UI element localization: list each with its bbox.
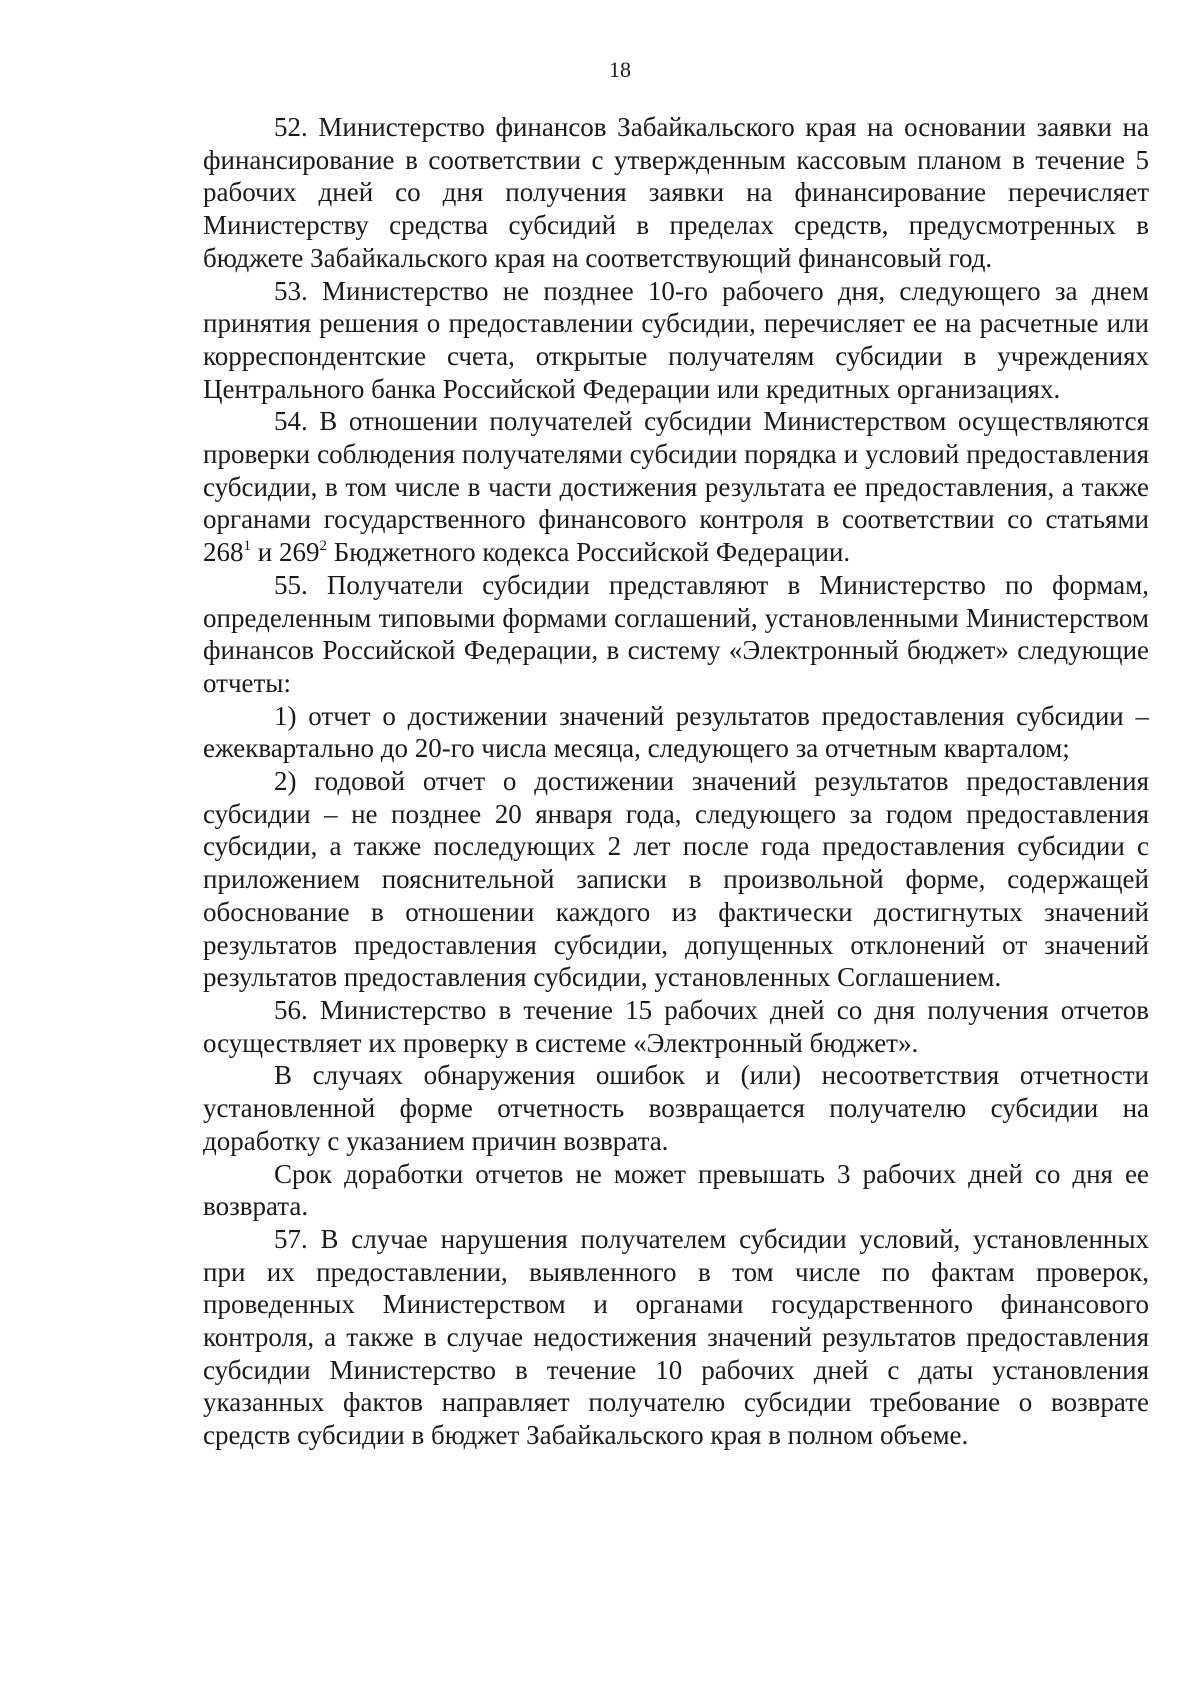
paragraph-56-deadline: Срок доработки отчетов не может превышать 3 рабочих дней со дня ее возврата.	[203, 1158, 1149, 1222]
page-number: 18	[609, 57, 631, 82]
paragraph-54-text-middle: и 269	[251, 537, 320, 568]
paragraph-52: 52. Министерство финансов Забайкальского края на основании заявки на финансирование в соответствии с утвержденным кассовым планом в течение 5 рабочих дней со дня получения заявки на финансирование перечисляет Министерству средства субсидий в пределах средств, предусмотренных в бюджете Забайкальского края на соответствующий финансовый год.	[203, 112, 1149, 273]
paragraph-54-text-start: 54. В отношении получателей субсидии Министерством осуществляются проверки соблюдения получателями субсидии порядка и условий предоставления субсидии, в том числе в части достижения результата ее предоставления, а также органами государственного финансового контроля в соответствии со статьями 268	[203, 406, 1149, 568]
document-body	[203, 111, 1149, 1452]
paragraph-54-text-end: Бюджетного кодекса Российской Федерации.	[326, 537, 851, 568]
paragraph-53: 53. Министерство не позднее 10-го рабочего дня, следующего за днем принятия решения о предоставлении субсидии, перечисляет ее на расчетные или корреспондентские счета, открытые получателям субсидии в учреждениях Центрального банка Российской Федерации или кредитных организациях.	[203, 275, 1149, 404]
superscript-article-268: 1	[243, 538, 251, 555]
superscript-article-269: 2	[319, 538, 327, 555]
paragraph-55-item-1: 1) отчет о достижении значений результатов предоставления субсидии – ежеквартально до 20-го числа месяца, следующего за отчетным кварталом;	[203, 700, 1149, 764]
paragraph-57: 57. В случае нарушения получателем субсидии условий, установленных при их предоставлении, выявленного в том числе по фактам проверок, проведенных Министерством и органами государственного финансового контроля, а также в случае недостижения значений результатов предоставления субсидии Министерство в течение 10 рабочих дней с даты установления указанных фактов направляет получателю субсидии требование о возврате средств субсидии в бюджет Забайкальского края в полном объеме.	[203, 1223, 1149, 1451]
paragraph-55: 55. Получатели субсидии представляют в Министерство по формам, определенным типовыми формами соглашений, установленными Министерством финансов Российской Федерации, в систему «Электронный бюджет» следующие отчеты:	[203, 569, 1149, 698]
paragraph-55-item-2: 2) годовой отчет о достижении значений результатов предоставления субсидии – не позднее 20 января года, следующего за годом предоставления субсидии, а также последующих 2 лет после года предоставления субсидии с приложением пояснительной записки в произвольной форме, содержащей обоснование в отношении каждого из фактически достигнутых значений результатов предоставления субсидии, допущенных отклонений от значений результатов предоставления субсидии, установленных Соглашением.	[203, 766, 1149, 993]
paragraph-54	[203, 405, 1149, 569]
paragraph-56-errors: В случаях обнаружения ошибок и (или) несоответствия отчетности установленной форме отчетность возвращается получателю субсидии на доработку с указанием причин возврата.	[203, 1060, 1149, 1156]
paragraph-56: 56. Министерство в течение 15 рабочих дней со дня получения отчетов осуществляет их проверку в системе «Электронный бюджет».	[203, 994, 1149, 1058]
